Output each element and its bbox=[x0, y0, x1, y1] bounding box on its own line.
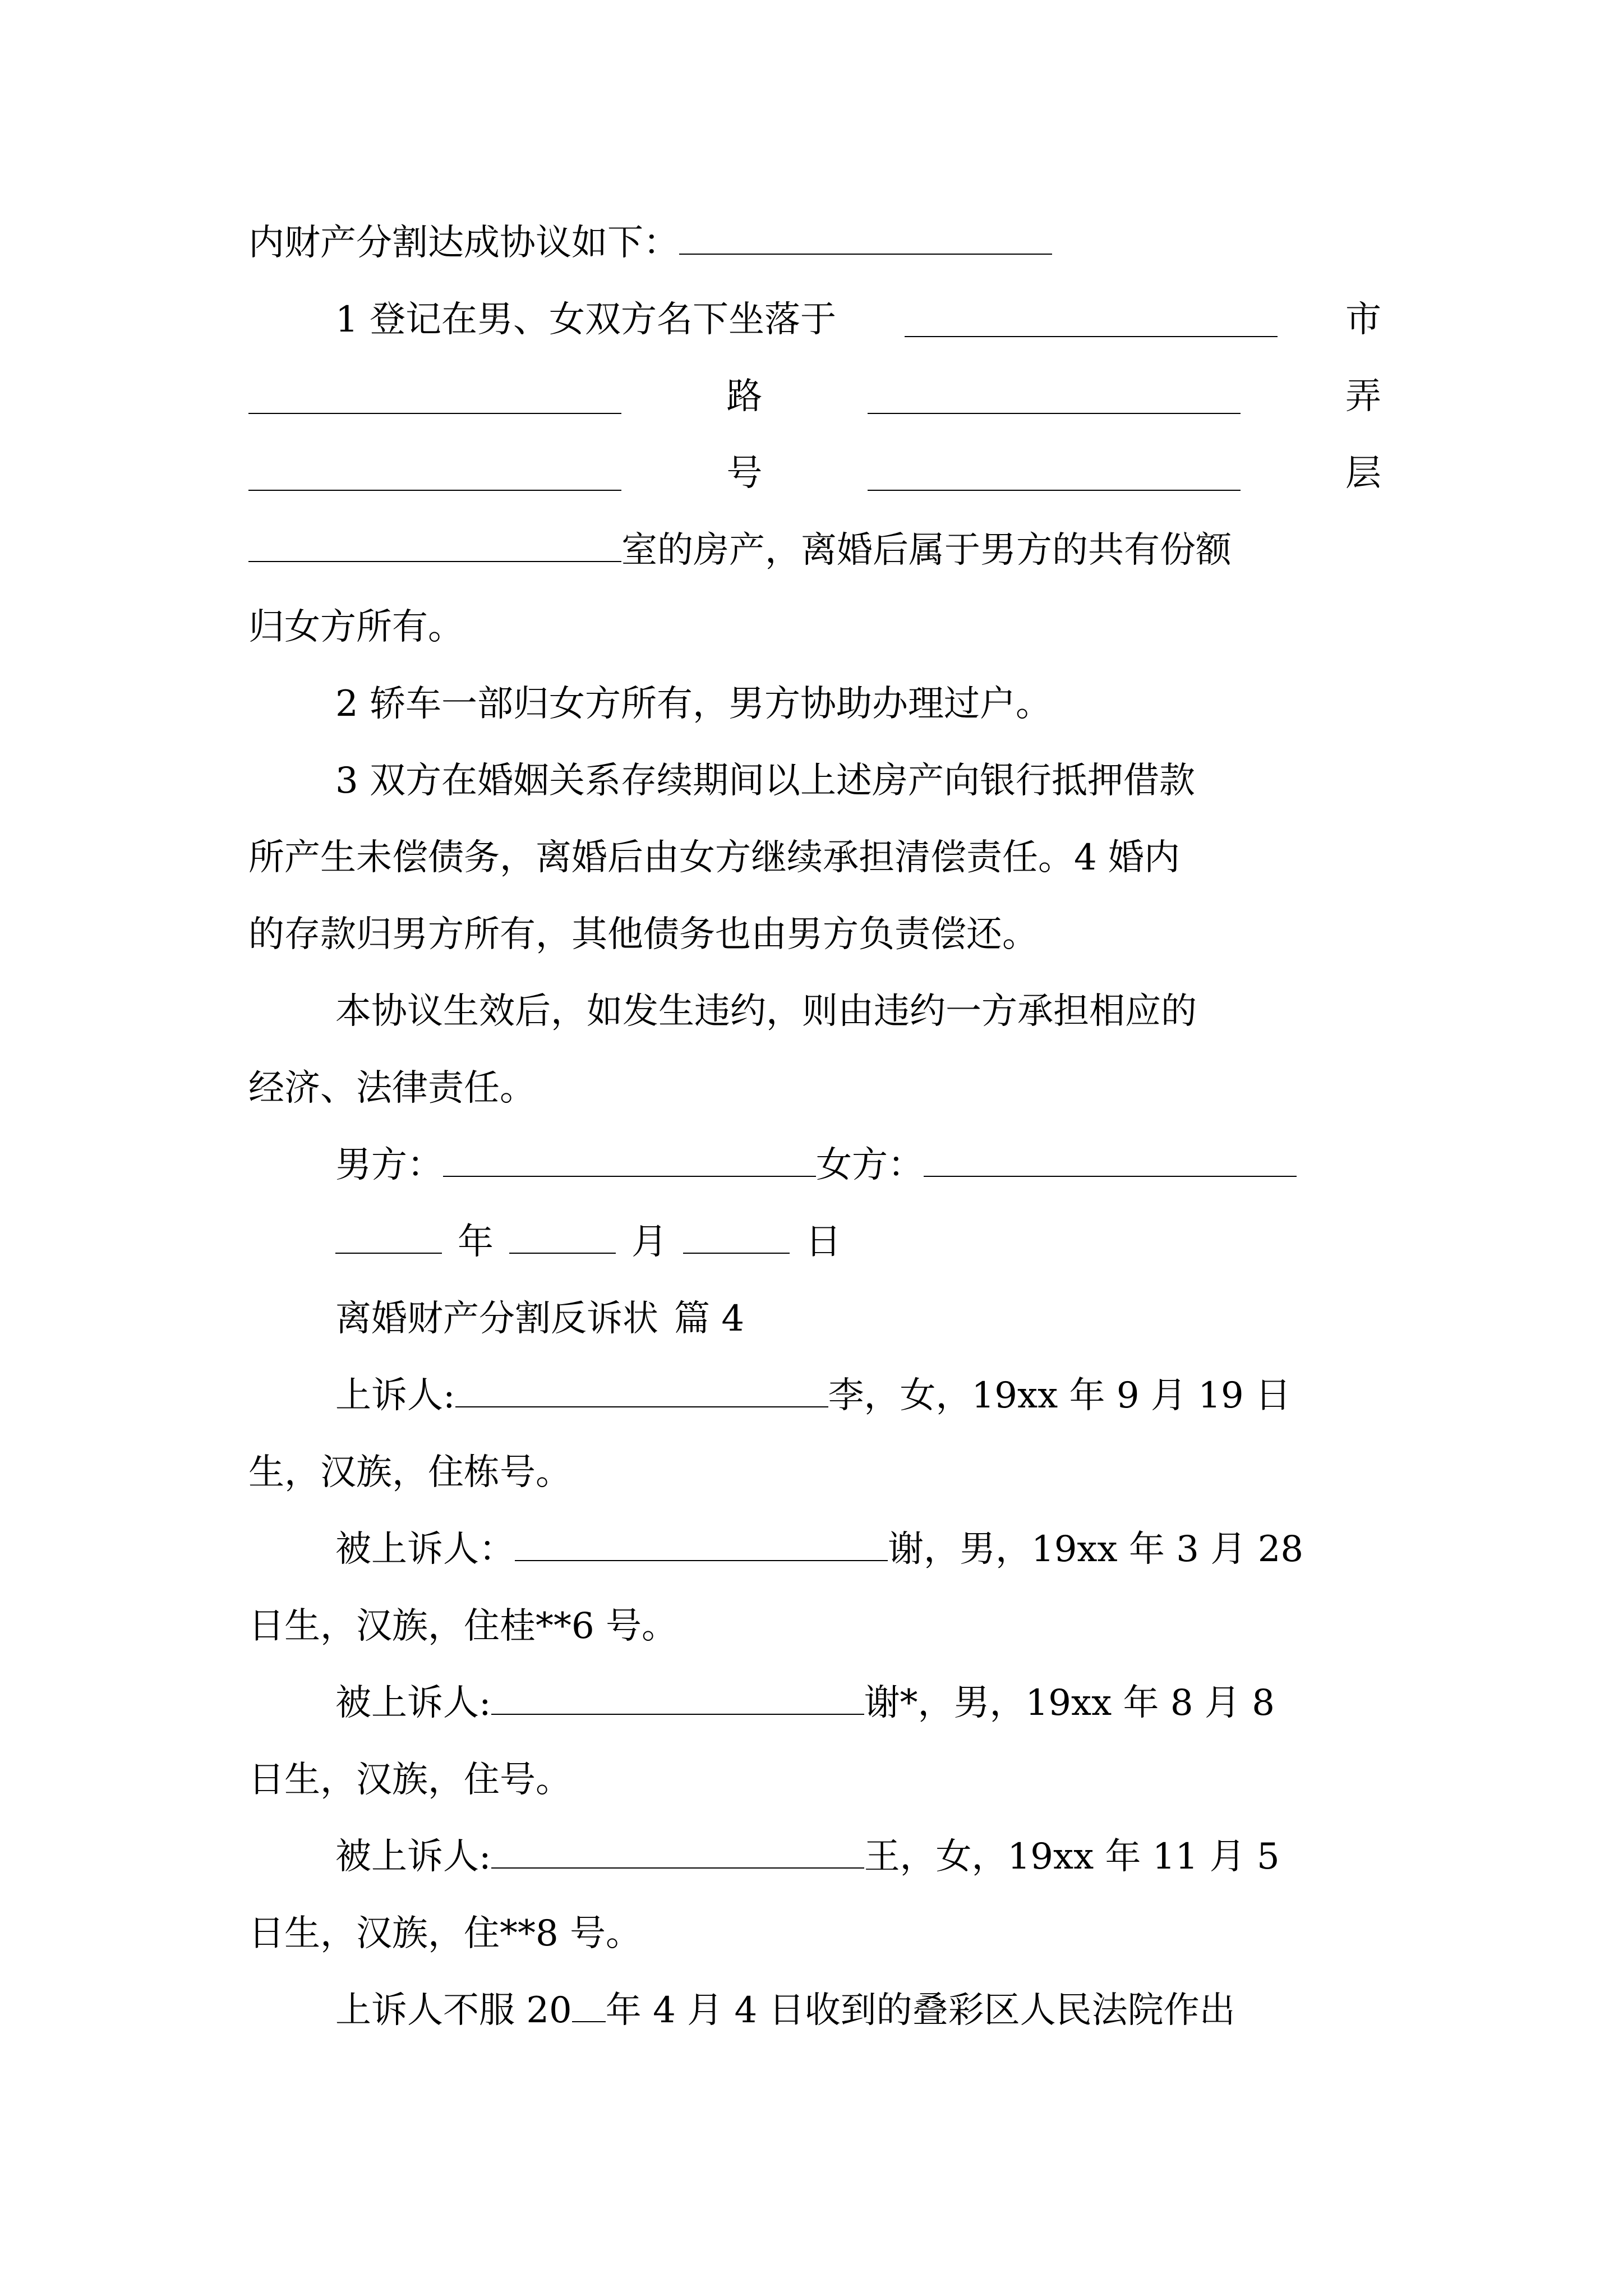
text-segment: 2 轿车一部归女方所有，男方协助办理过户。 bbox=[335, 683, 1052, 725]
fill-blank bbox=[455, 1373, 828, 1407]
text-segment: 王，女，19xx 年 11 月 5 bbox=[864, 1836, 1280, 1878]
male-party-label: 男方： bbox=[335, 1144, 443, 1186]
signature-line bbox=[335, 1126, 1381, 1204]
text-segment: 日 bbox=[805, 1221, 841, 1263]
text-line bbox=[335, 973, 1381, 1050]
text-segment: 被上诉人: bbox=[335, 1836, 491, 1878]
text-segment: 1 登记在男、女双方名下坐落于 bbox=[335, 299, 837, 341]
text-line bbox=[248, 1050, 1381, 1127]
text-segment: 离婚财产分割反诉状 bbox=[335, 1298, 658, 1340]
text-line bbox=[248, 204, 1381, 282]
text-segment: 上诉人不服 20 bbox=[335, 1990, 572, 2031]
text-segment: 谢*，男，19xx 年 8 月 8 bbox=[864, 1682, 1275, 1724]
text-line bbox=[248, 358, 1381, 435]
fill-blank bbox=[248, 527, 621, 562]
text-segment: 上诉人: bbox=[335, 1375, 455, 1416]
fill-blank bbox=[924, 1142, 1297, 1177]
text-segment: 年 bbox=[458, 1221, 494, 1263]
text-line bbox=[335, 1972, 1381, 2049]
text-segment: 被上诉人： bbox=[335, 1529, 515, 1570]
section-heading bbox=[335, 1280, 1381, 1358]
text-segment: 年 4 月 4 日收到的叠彩区人民法院作出 bbox=[605, 1990, 1235, 2031]
text-segment: 谢，男，19xx 年 3 月 28 bbox=[888, 1529, 1304, 1570]
fill-blank bbox=[491, 1680, 864, 1715]
text-line bbox=[335, 1357, 1381, 1434]
text-line bbox=[248, 1895, 1381, 1972]
text-segment: 的存款归男方所有，其他债务也由男方负责偿还。 bbox=[248, 914, 1038, 955]
text-segment: 层 bbox=[1345, 453, 1381, 494]
text-line bbox=[335, 1664, 1381, 1742]
text-segment: 内财产分割达成协议如下： bbox=[248, 222, 679, 264]
fill-blank bbox=[868, 379, 1241, 414]
fill-blank bbox=[335, 1219, 442, 1254]
female-party-label: 女方： bbox=[816, 1144, 924, 1186]
text-line bbox=[248, 819, 1381, 896]
fill-blank bbox=[248, 379, 621, 414]
text-line bbox=[335, 281, 1381, 358]
text-segment: 号 bbox=[726, 453, 763, 494]
fill-blank bbox=[683, 1219, 790, 1254]
text-segment: 李，女，19xx 年 9 月 19 日 bbox=[828, 1375, 1292, 1416]
text-segment: 日生，汉族，住桂**6 号。 bbox=[248, 1605, 678, 1647]
text-segment: 日生，汉族，住**8 号。 bbox=[248, 1913, 642, 1954]
text-segment: 路 bbox=[726, 376, 763, 417]
fill-blank bbox=[443, 1142, 816, 1177]
text-line bbox=[248, 1434, 1381, 1511]
text-line bbox=[248, 435, 1381, 512]
text-segment: 篇 4 bbox=[674, 1298, 745, 1340]
text-segment: 被上诉人: bbox=[335, 1682, 491, 1724]
text-segment: 月 bbox=[631, 1221, 667, 1263]
fill-blank bbox=[679, 220, 1052, 255]
text-line bbox=[248, 512, 1381, 589]
text-segment: 本协议生效后，如发生违约，则由违约一方承担相应的 bbox=[335, 991, 1197, 1032]
fill-blank bbox=[868, 456, 1241, 491]
fill-blank bbox=[515, 1526, 888, 1561]
date-line bbox=[335, 1203, 1381, 1281]
text-segment: 市 bbox=[1345, 299, 1381, 341]
text-line bbox=[248, 896, 1381, 973]
text-line bbox=[335, 742, 1381, 820]
text-line bbox=[248, 1588, 1381, 1665]
fill-blank bbox=[509, 1219, 616, 1254]
text-segment: 所产生未偿债务，离婚后由女方继续承担清偿责任。4 婚内 bbox=[248, 837, 1181, 878]
text-segment: 经济、法律责任。 bbox=[248, 1068, 536, 1109]
text-line bbox=[248, 588, 1381, 666]
text-segment: 室的房产，离婚后属于男方的共有份额 bbox=[621, 530, 1232, 571]
fill-blank bbox=[572, 1987, 606, 2022]
text-segment: 生，汉族，住栋号。 bbox=[248, 1452, 571, 1493]
text-line bbox=[335, 665, 1381, 743]
fill-blank bbox=[905, 302, 1278, 337]
text-line bbox=[248, 1741, 1381, 1819]
text-segment: 弄 bbox=[1345, 376, 1381, 417]
text-segment: 归女方所有。 bbox=[248, 606, 464, 648]
text-segment: 日生，汉族，住号。 bbox=[248, 1759, 571, 1801]
text-segment: 3 双方在婚姻关系存续期间以上述房产向银行抵押借款 bbox=[335, 760, 1196, 802]
text-line bbox=[335, 1511, 1381, 1588]
fill-blank bbox=[248, 456, 621, 491]
text-line bbox=[335, 1818, 1381, 1895]
fill-blank bbox=[491, 1834, 864, 1869]
